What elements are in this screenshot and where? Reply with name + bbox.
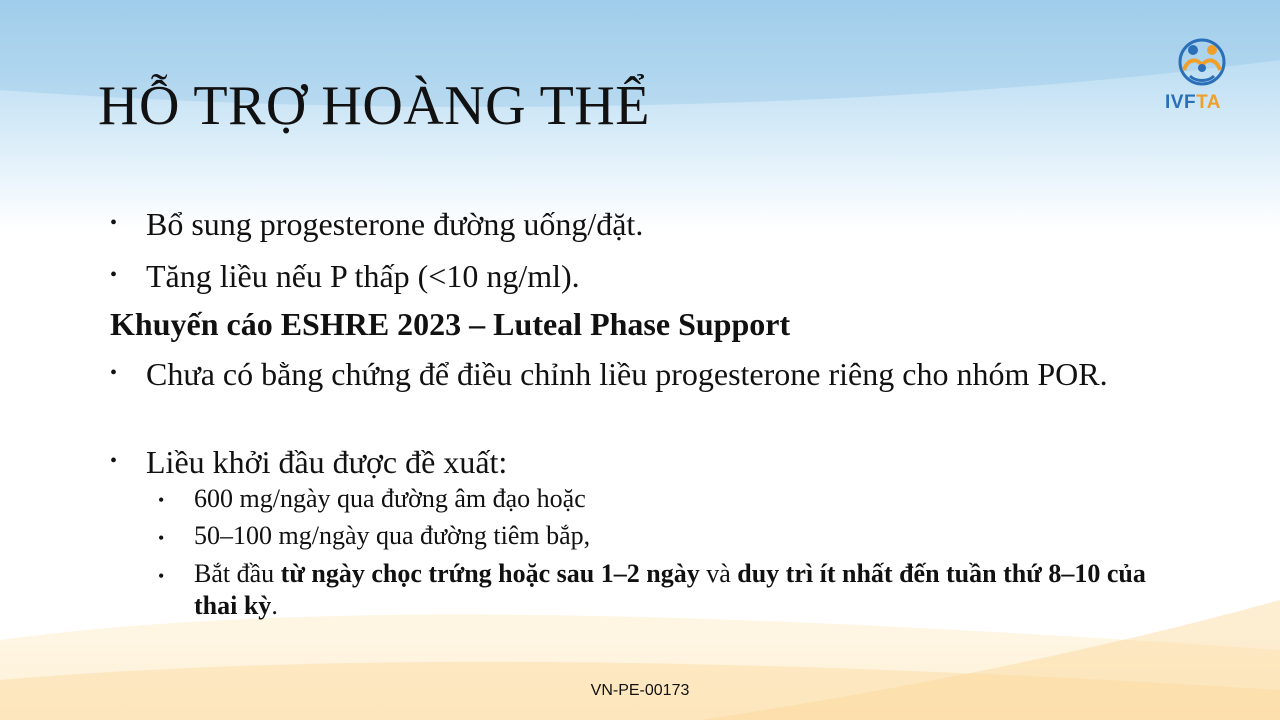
- slide-title: HỖ TRỢ HOÀNG THỂ: [98, 75, 650, 137]
- logo-text: [1165, 92, 1221, 114]
- footer-code: VN-PE-00173: [590, 682, 690, 699]
- last-bullet-bold: duy trì ít nhất đến tuần thứ 8–10 của thai kỳ: [194, 559, 1146, 620]
- sub-bullet-text: [194, 558, 1184, 622]
- bullet-text: Liều khởi đầu được đề xuất:: [146, 444, 508, 480]
- last-bullet-bold: từ ngày chọc trứng hoặc sau 1–2 ngày: [280, 559, 700, 588]
- sub-bullet-text: 600 mg/ngày qua đường âm đạo hoặc: [194, 484, 586, 513]
- sub-bullet-dot: •: [158, 490, 165, 510]
- section-heading: Khuyến cáo ESHRE 2023 – Luteal Phase Support: [110, 306, 791, 342]
- last-bullet-part: .: [271, 591, 278, 620]
- bullet-text: Tăng liều nếu P thấp (<10 ng/ml).: [146, 258, 580, 294]
- logo-text-ivf: IVF: [1165, 92, 1197, 113]
- sub-bullet-dot: •: [158, 566, 165, 586]
- last-bullet-part: và: [699, 559, 738, 588]
- bullet-dot: •: [110, 450, 118, 472]
- logo-text-ta: TA: [1196, 92, 1221, 113]
- bullet-dot: •: [110, 362, 118, 384]
- bullet-dot: •: [110, 264, 118, 286]
- sub-bullet-text: 50–100 mg/ngày qua đường tiêm bắp,: [194, 521, 591, 550]
- bullet-text: Chưa có bằng chứng để điều chỉnh liều progesterone riêng cho nhóm POR.: [146, 356, 1108, 392]
- sub-bullet-dot: •: [158, 528, 165, 548]
- bullet-dot: •: [110, 212, 118, 234]
- bullet-text: Bổ sung progesterone đường uống/đặt.: [146, 206, 644, 242]
- last-bullet-part: Bắt đầu: [194, 559, 281, 588]
